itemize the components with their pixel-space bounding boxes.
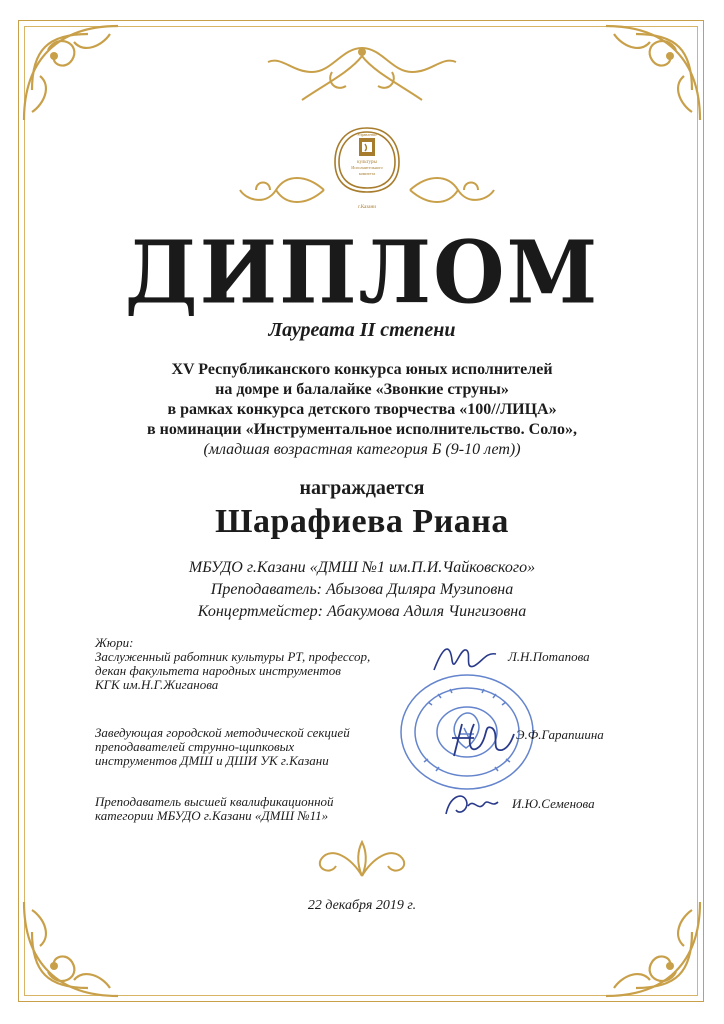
jury-3-position-line-1: Преподаватель высшей квалификационной — [95, 794, 334, 809]
laureate-degree: Лауреата II степени — [268, 319, 456, 341]
contest-line-4: в номинации «Инструментальное исполнительство. Соло», — [147, 421, 577, 438]
jury-1-position-line-1: Заслуженный работник культуры РТ, профессор, — [95, 649, 371, 664]
jury-2-name: Э.Ф.Гарапшина — [516, 727, 604, 742]
jury-label: Жюри: — [95, 635, 134, 650]
recipient-name: Шарафиева Риана — [215, 503, 509, 540]
contest-line-1: XV Республиканского конкурса юных исполнителей — [171, 361, 553, 378]
emblem-line-3: комитета — [358, 171, 376, 176]
issue-date: 22 декабря 2019 г. — [307, 898, 417, 913]
signature-garapshina — [448, 716, 518, 764]
awarded-label: награждается — [299, 477, 425, 499]
jury-2-position-line-3: инструментов ДМШ и ДШИ УК г.Казани — [95, 753, 329, 768]
jury-member-1 — [95, 636, 370, 692]
contest-line-3: в рамках конкурса детского творчества «100//ЛИЦА» — [167, 401, 557, 418]
jury-1-position-line-2: декан факультета народных инструментов — [95, 663, 341, 678]
emblem-line-2: Исполнительного — [351, 165, 383, 170]
jury-member-2 — [95, 726, 350, 768]
jury-3-position-line-2: категории МБУДО г.Казани «ДМШ №11» — [95, 808, 329, 823]
emblem-bottom-text: г.Казани — [358, 205, 376, 210]
signature-semenova — [440, 786, 500, 822]
organization-block — [0, 557, 724, 623]
bottom-center-ornament — [312, 836, 412, 886]
jury-3-name: И.Ю.Семенова — [512, 796, 595, 811]
jury-1-name: Л.Н.Потапова — [508, 649, 590, 664]
accompanist-line: Концертмейстер: Абакумова Адиля Чингизовна — [197, 603, 527, 620]
jury-2-position-line-1: Заведующая городской методической секцией — [95, 725, 350, 740]
emblem-line-1: культуры — [357, 160, 377, 165]
department-emblem — [327, 122, 407, 220]
right-emblem-ornament — [408, 170, 498, 210]
signature-potapova — [430, 640, 500, 680]
jury-member-3 — [95, 795, 334, 823]
school-name: МБУДО г.Казани «ДМШ №1 им.П.И.Чайковского» — [188, 559, 536, 576]
top-center-ornament — [262, 42, 462, 112]
emblem-top-text: Управление — [356, 132, 378, 137]
corner-ornament-top-left — [18, 20, 128, 130]
contest-line-2: на домре и балалайке «Звонкие струны» — [215, 381, 509, 398]
contest-description — [0, 360, 724, 460]
age-category: (младшая возрастная категория Б (9-10 лет)) — [203, 441, 521, 458]
jury-1-position-line-3: КГК им.Н.Г.Жиганова — [95, 677, 219, 692]
corner-ornament-top-right — [596, 20, 706, 130]
jury-2-position-line-2: преподавателей струнно-щипковых — [95, 739, 295, 754]
diploma-title: ДИПЛОМ — [124, 222, 600, 324]
left-emblem-ornament — [236, 170, 326, 210]
teacher-line: Преподаватель: Абызова Диляра Музиповна — [210, 581, 514, 598]
